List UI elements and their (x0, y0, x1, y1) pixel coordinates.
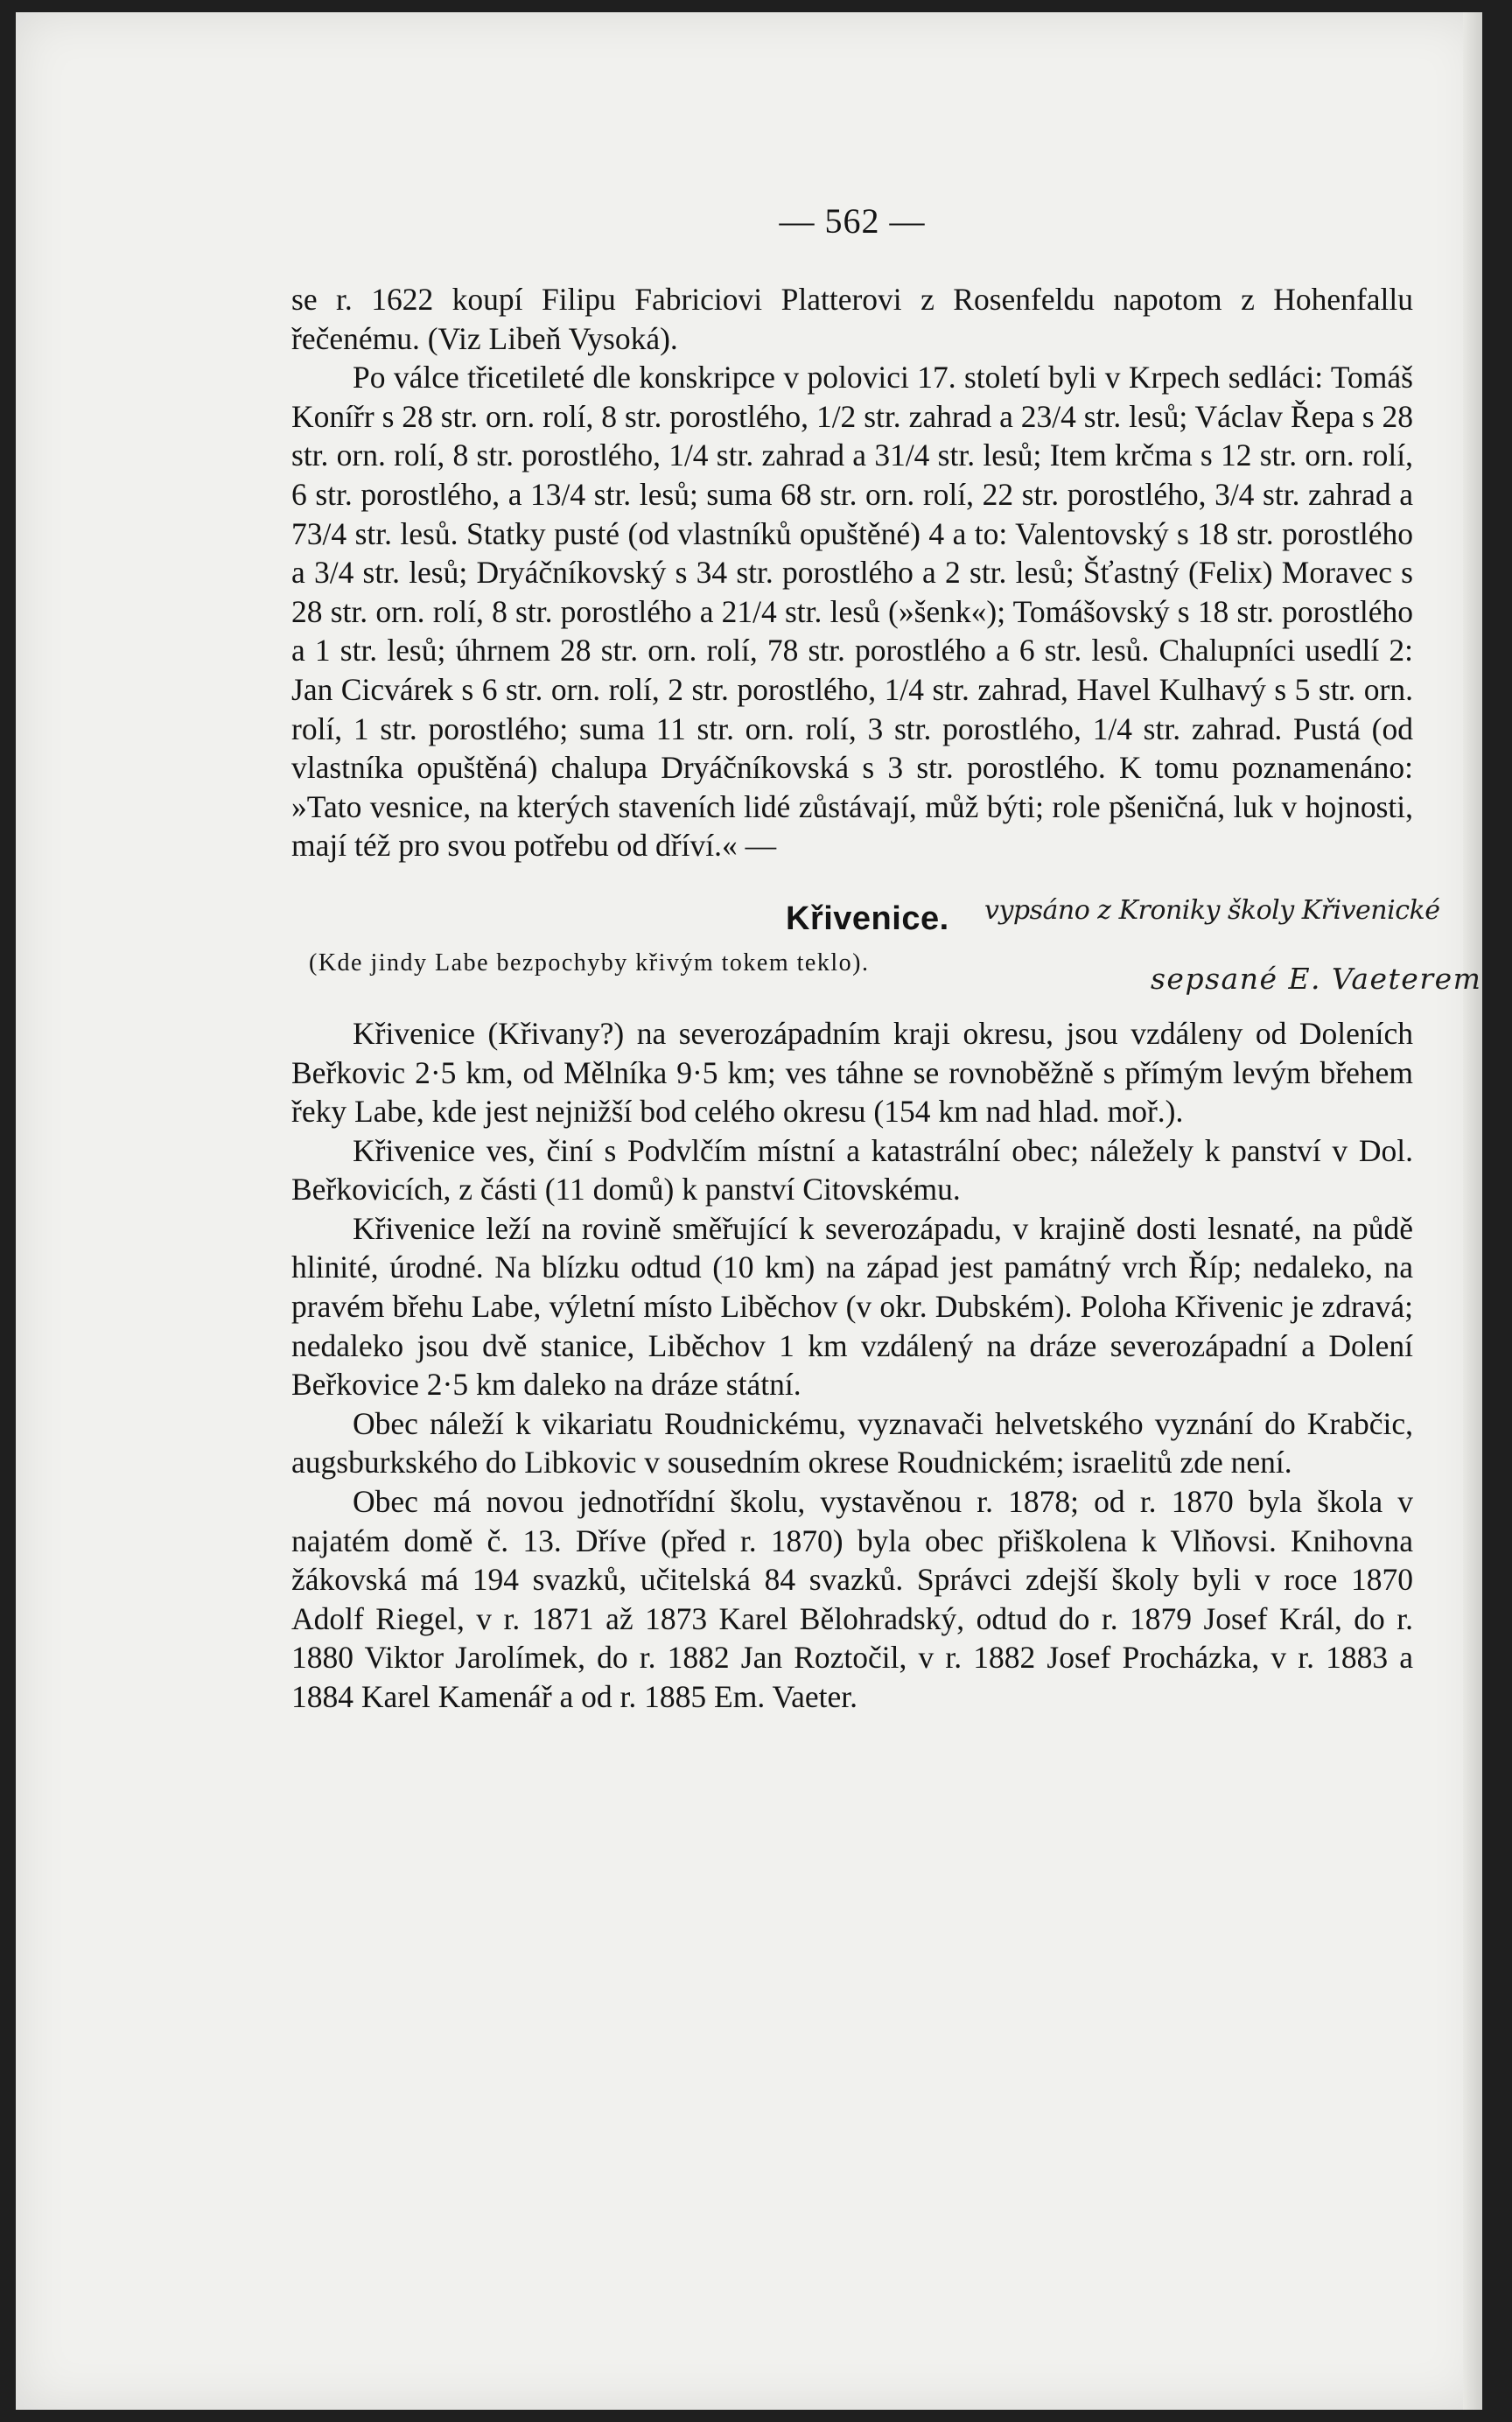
spacer (291, 995, 1413, 1014)
paragraph-7: Obec má novou jednotřídní školu, vystavěnou r. 1878; od r. 1870 byla škola v najatém domě č. 13. Dříve (před r. 1870) byla obec přiškolena k Vlňovsi. Knihovna žákovská má 194 svazků, učitelská 84 svazků. Správci zdejší školy byli v roce 1870 Adolf Riegel, v r. 1871 až 1873 Karel Bělohradský, odtud do r. 1879 Josef Král, do r. 1880 Viktor Jarolímek, do r. 1882 Jan Roztočil, v r. 1882 Josef Procházka, v r. 1883 a 1884 Karel Kamenář a od r. 1885 Em. Vaeter. (291, 1484, 1413, 1714)
section-heading (291, 894, 1440, 944)
page-number: — 562 — (779, 201, 926, 241)
section-subtitle-row (291, 948, 1482, 996)
book-page (16, 12, 1482, 2410)
page-edge (1463, 12, 1482, 2410)
paragraph-2: Po válce třicetileté dle konskripce v polovici 17. století byli v Krpech sedláci: Tomáš Konířr s 28 str. orn. rolí, 8 str. porostlého, 1/2 str. zahrad a 23/4 str. lesů; Václav Řepa s 28 str. orn. rolí, 8 str. porostlého, 1/4 str. zahrad a 31/4 str. lesů; Item krčma s 12 str. orn. rolí, 6 str. porostlého, a 13/4 str. lesů; suma 68 str. orn. rolí, 22 str. porostlého, 3/4 str. zahrad a 73/4 str. lesů. Statky pusté (od vlastníků opuštěné) 4 a to: Valentovský s 18 str. porostlého a 3/4 str. lesů; Dryáčníkovský s 34 str. porostlého a 2 str. lesů; Šťastný (Felix) Moravec s 28 str. orn. rolí, 8 str. porostlého a 21/4 str. lesů (»šenk«); Tomášovský s 18 str. porostlého a 1 str. lesů; úhrnem 28 str. orn. rolí, 78 str. porostlého a 6 str. lesů. Chalupníci usedlí 2: Jan Cicvárek s 6 str. orn. rolí, 2 str. porostlého, 1/4 str. zahrad, Havel Kulhavý s 5 str. orn. rolí, 1 str. porostlého; suma 11 str. orn. rolí, 3 str. porostlého, 1/4 str. zahrad. Pustá (od vlastníka opuštěná) chalupa Dryáčníkovská s 3 str. porostlého. K tomu poznamenáno: »Tato vesnice, na kterých staveních lidé zůstávají, můž býti; role pšeničná, luk v hojnosti, mají též pro svou potřebu od dříví.« — (291, 360, 1413, 864)
section-subtitle: (Kde jindy Labe bezpochyby křivým tokem teklo). (309, 948, 870, 976)
paragraph-5: Křivenice leží na rovině směřující k severozápadu, v krajině dosti lesnaté, na půdě hlinité, úrodné. Na blízku odtud (10 km) na západ jest památný vrch Říp; nedaleko, na pravém břehu Labe, výletní místo Liběchov (v okr. Dubském). Poloha Křivenic je zdravá; nedaleko jsou dvě stanice, Liběchov 1 km vzdálený na dráze severozápadní a Dolení Beřkovice 2·5 km daleko na dráze státní. (291, 1210, 1413, 1403)
paragraph-1: se r. 1622 koupí Filipu Fabriciovi Platterovi z Rosenfeldu napotom z Hohenfallu řečenému. (Viz Libeň Vysoká). (291, 282, 1413, 356)
handwritten-note-2: sepsané E. Vaeterem (1151, 961, 1482, 996)
paragraph-4: Křivenice ves, činí s Podvlčím místní a katastrální obec; náležely k panství v Dol. Beřkovicích, z části (11 domů) k panství Citovskému. (291, 1132, 1413, 1208)
paragraph-3: Křivenice (Křivany?) na severozápadním kraji okresu, jsou vzdáleny od Doleních Beřkovic 2·5 km, od Mělníka 9·5 km; ves táhne se rovnoběžně s přímým levým břehem řeky Labe, kde jest nejnižší bod celého okresu (154 km nad hlad. moř.). (291, 1015, 1413, 1130)
section-title: Křivenice. (786, 900, 949, 937)
handwritten-note-1: vypsáno z Kroniky školy Křivenické (984, 894, 1440, 926)
page-content (291, 200, 1482, 1717)
paragraph-6: Obec náleží k vikariatu Roudnickému, vyznavači helvetského vyznání do Krabčic, augsburkského do Libkovic v sousedním okrese Roudnickém; israelitů zde není. (291, 1405, 1413, 1480)
